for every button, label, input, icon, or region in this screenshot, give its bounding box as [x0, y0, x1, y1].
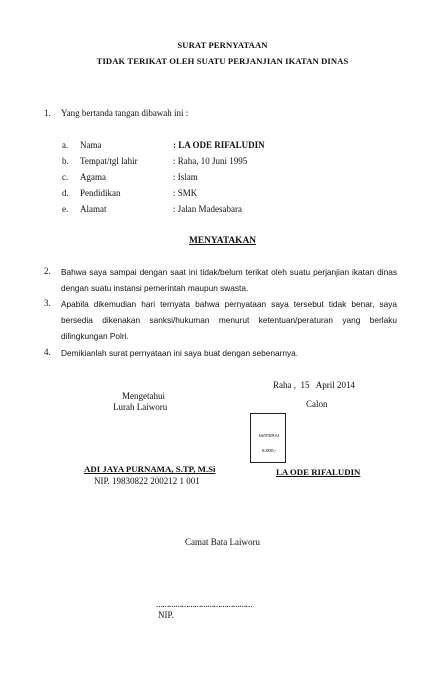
point-text-line: Demikianlah surat pernyataan ini saya buat dengan sebenarnya. — [61, 348, 299, 358]
document-title: SURAT PERNYATAAN — [177, 40, 268, 50]
field-value-address: : Jalan Madesabara — [173, 204, 242, 214]
bottom-sign-nip: NIP. — [158, 610, 174, 620]
field-value-name: : LA ODE RIFALUDIN — [173, 140, 265, 150]
field-value-birth: : Raha, 10 Juni 1995 — [173, 156, 248, 166]
point-text-line: bersedia dikenakan sanksi/hukuman menurut ketentuan/peraturan yang berlaku — [61, 315, 397, 325]
field-label-education: Pendidikan — [80, 188, 121, 198]
right-sign-name: LA ODE RIFALUDIN — [276, 467, 361, 477]
field-letter: a. — [62, 140, 69, 150]
field-label-religion: Agama — [80, 172, 106, 182]
left-sign-nip: NIP. 19830822 200212 1 001 — [94, 476, 200, 486]
field-label-birth: Tempat/tgl lahir — [80, 156, 138, 166]
point-number: 2. — [44, 266, 51, 276]
point-text-line: dengan suatu instansi pemerintah maupun swasta. — [61, 283, 249, 293]
point-number: 4. — [44, 347, 51, 357]
point-text-line: Apabila dikemudian hari ternyata bahwa pernyataan saya tersebut tidak benar, saya — [61, 299, 397, 309]
document-subtitle: TIDAK TERIKAT OLEH SUATU PERJANJIAN IKATAN DINAS — [96, 56, 349, 66]
date-place: Raha , 15 April 2014 — [273, 380, 355, 390]
field-letter: d. — [62, 188, 69, 198]
field-letter: c. — [62, 172, 69, 182]
left-sign-line1: Mengetahui — [122, 391, 165, 401]
point-text-line: dilingkungan Polri. — [61, 331, 129, 341]
field-value-religion: : Islam — [173, 172, 198, 182]
left-sign-line2: Lurah Laiworu — [113, 402, 168, 412]
stamp-value: 6.000,- — [262, 448, 277, 453]
right-sign-role: Calon — [306, 399, 328, 409]
field-label-address: Alamat — [80, 204, 107, 214]
declaration-heading: MENYATAKAN — [188, 236, 256, 246]
intro-text: Yang bertanda tangan dibawah ini : — [61, 108, 189, 118]
intro-number: 1. — [44, 108, 51, 118]
field-letter: b. — [62, 156, 69, 166]
signature-dotted-line: ……………………………………… — [156, 601, 253, 609]
field-value-education: : SMK — [173, 188, 198, 198]
stamp-label: MATERAI — [259, 433, 280, 438]
bottom-sign-title: Camat Bata Laiworu — [185, 537, 260, 547]
left-sign-name: ADI JAYA PURNAMA, S.TP, M.Si — [84, 464, 216, 474]
stamp-box — [250, 413, 286, 463]
point-text-line: Bahwa saya sampai dengan saat ini tidak/belum terikat oleh suatu perjanjian ikatan dinas — [61, 267, 397, 277]
point-number: 3. — [44, 298, 51, 308]
field-label-name: Nama — [80, 140, 102, 150]
field-letter: e. — [62, 204, 69, 214]
